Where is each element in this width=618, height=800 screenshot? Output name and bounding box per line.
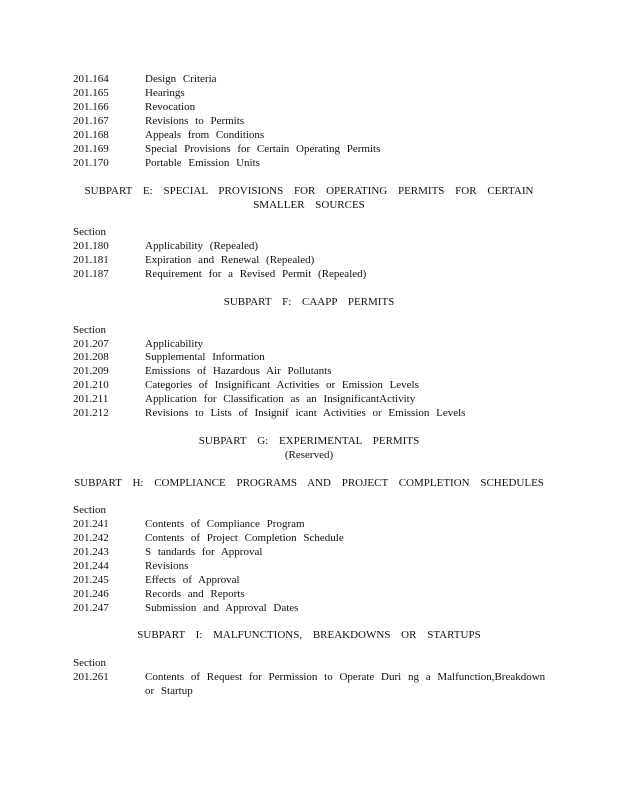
section-number: 201.170 (73, 157, 109, 169)
section-title: Requirement for a Revised Permit (Repealed) (145, 268, 367, 280)
section-title-continuation: or Startup (145, 685, 193, 697)
section-title: Revisions to Permits (145, 115, 245, 127)
section-number: 201.207 (73, 338, 109, 350)
section-number: 201.244 (73, 560, 109, 572)
section-number: 201.187 (73, 268, 109, 280)
section-number: 201.243 (73, 546, 109, 558)
section-title: Revocation (145, 101, 196, 113)
section-number: 201.247 (73, 602, 109, 614)
section-title: Revisions (145, 560, 189, 572)
section-number: 201.168 (73, 129, 109, 141)
section-number: 201.210 (73, 379, 109, 391)
section-title: Categories of Insignificant Activities or Emission Levels (145, 379, 419, 391)
subpart-e-heading: SUBPART E: SPECIAL PROVISIONS FOR OPERATING PERMITS FOR CERTAIN (84, 185, 534, 197)
section-number: 201.261 (73, 671, 109, 683)
section-number: 201.241 (73, 518, 109, 530)
section-label: Section (73, 504, 106, 516)
section-number: 201.245 (73, 574, 109, 586)
section-title: Effects of Approval (145, 574, 240, 586)
section-title: Revisions to Lists of Insignif icant Activities or Emission Levels (145, 407, 466, 419)
section-number: 201.246 (73, 588, 109, 600)
section-number: 201.164 (73, 73, 109, 85)
section-label: Section (73, 226, 106, 238)
subpart-g-reserved: (Reserved) (284, 449, 334, 461)
section-title: S tandards for Approval (145, 546, 263, 558)
section-title: Portable Emission Units (145, 157, 260, 169)
subpart-h-heading: SUBPART H: COMPLIANCE PROGRAMS AND PROJECT COMPLETION SCHEDULES (74, 477, 544, 489)
section-number: 201.209 (73, 365, 109, 377)
section-title: Supplemental Information (145, 351, 265, 363)
subpart-f-heading: SUBPART F: CAAPP PERMITS (223, 296, 395, 308)
section-number: 201.167 (73, 115, 109, 127)
section-title: Contents of Request for Permission to Operate Duri ng a Malfunction,Breakdown (145, 671, 546, 683)
section-title: Hearings (145, 87, 185, 99)
section-title: Appeals from Conditions (145, 129, 265, 141)
section-number: 201.242 (73, 532, 109, 544)
section-title: Submission and Approval Dates (145, 602, 299, 614)
section-label: Section (73, 324, 106, 336)
section-title: Emissions of Hazardous Air Pollutants (145, 365, 332, 377)
section-title: Expiration and Renewal (Repealed) (145, 254, 315, 266)
subpart-e-heading-cont: SMALLER SOURCES (253, 199, 365, 211)
section-number: 201.212 (73, 407, 109, 419)
section-number: 201.208 (73, 351, 109, 363)
section-title: Special Provisions for Certain Operating Permits (145, 143, 381, 155)
section-title: Records and Reports (145, 588, 245, 600)
subpart-g-heading: SUBPART G: EXPERIMENTAL PERMITS (198, 435, 420, 447)
section-title: Applicability (145, 338, 204, 350)
section-title: Contents of Project Completion Schedule (145, 532, 344, 544)
section-number: 201.165 (73, 87, 109, 99)
section-title: Application for Classification as an InsignificantActivity (145, 393, 416, 405)
section-number: 201.169 (73, 143, 109, 155)
section-title: Applicability (Repealed) (145, 240, 259, 252)
section-number: 201.211 (73, 393, 109, 405)
section-number: 201.180 (73, 240, 109, 252)
section-title: Contents of Compliance Program (145, 518, 305, 530)
section-number: 201.181 (73, 254, 109, 266)
subpart-i-heading: SUBPART I: MALFUNCTIONS, BREAKDOWNS OR STARTUPS (137, 629, 481, 641)
section-label: Section (73, 657, 106, 669)
section-number: 201.166 (73, 101, 109, 113)
section-title: Design Criteria (145, 73, 217, 85)
